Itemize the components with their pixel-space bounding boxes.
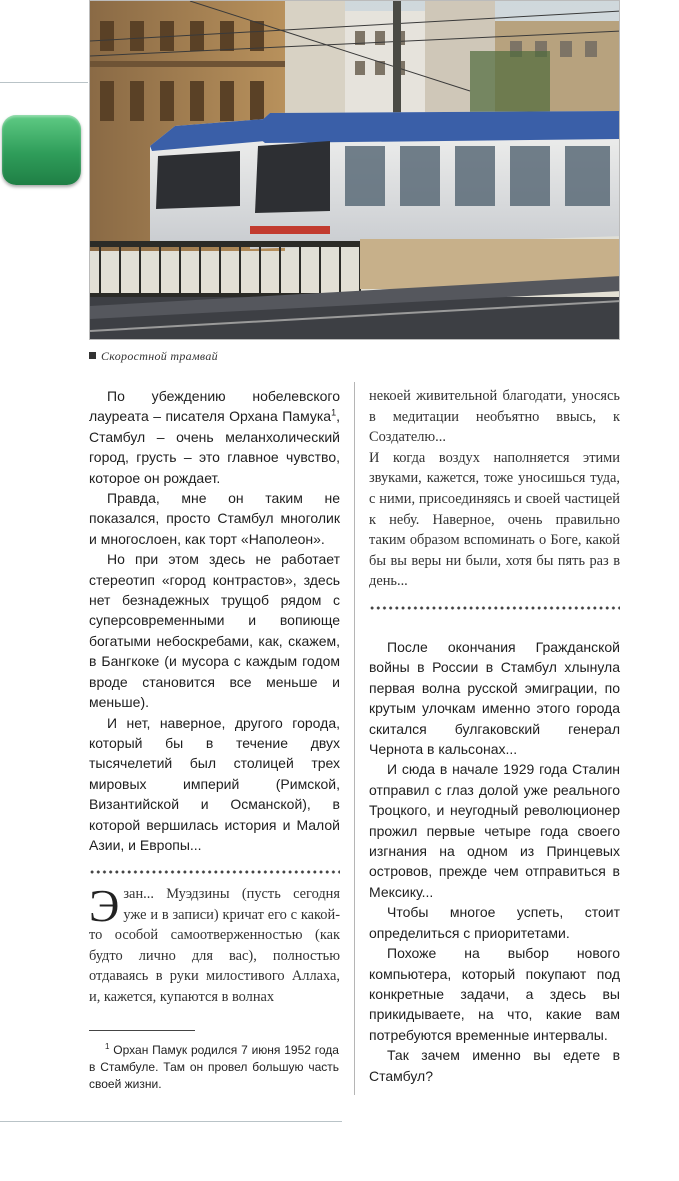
quote-paragraph: некоей живительной благодати, уносясь в медитации необъятно ввысь, к Создателю... [369, 388, 620, 446]
footnote: $^1$ Орхан Памук родился 7 июня 1952 года в Стамбуле. Там он провел большую часть своей жизни. [89, 1042, 339, 1091]
footnote-mark: 1 [331, 407, 337, 418]
dotted-separator [369, 606, 620, 610]
paragraph: Похоже на выбор нового компьютера, который покупают под конкретные задачи, а здесь вы прикидываете, на что, какие вам потребуются временные интервалы. [369, 945, 620, 1043]
footnote-number: 1 [105, 1042, 110, 1051]
quote-paragraph: И когда воздух наполняется этими звуками, кажется, тоже уносишься туда, с ними, присоединяясь и своей частицей к небу. Наверное, очень правильно таким образом вспоминать о Боге, какой бы вы веры ни были, хотя бы пять раз в день... [369, 449, 620, 590]
top-decorative-line [0, 82, 88, 83]
footnote-rule [89, 1030, 195, 1031]
right-quote-continuation [369, 386, 620, 592]
paragraph: Но при этом здесь не работает стереотип «город контрастов», здесь нет безнадежных трущоб рядом с суперсовременными и вопиюще богатыми небоскребами, как, скажем, в Бангкоке (и мусора с каждым годом вроде становится все меньше и меньше). [89, 551, 340, 711]
quote-paragraph: Эзан... Муэдзины (пусть сегодня уже и в записи) кричат его с какой-то особой самоотверженностью (как будто лично для вас), полностью отдаваясь в руки милостивого Аллаха, и, кажется, купаются в волнах [89, 880, 340, 1005]
photo-caption [89, 349, 218, 364]
paragraph: И сюда в начале 1929 года Сталин отправил с глаз долой уже реального Троцкого, и неугодный революционер прожил первые четыре года своего изгнания на одном из Принцевых островов, прежде чем отправиться в Мексику... [369, 761, 620, 900]
left-quote-block [89, 880, 340, 1008]
paragraph: Правда, мне он таким не показался, просто Стамбул многолик и многослоен, как торт «Наполеон». [89, 490, 340, 547]
dotted-separator [89, 870, 340, 874]
bottom-decorative-line [0, 1121, 342, 1122]
paragraph: Чтобы многое успеть, стоит определиться с приоритетами. [369, 904, 620, 941]
left-column-body [89, 386, 340, 855]
paragraph: По убеждению нобелевского лауреата – писателя Орхана Памука$^1$, Стамбул – очень меланхолический город, грусть – это главное чувство, которое он рождает. [89, 388, 340, 486]
caption-square-icon [89, 352, 96, 359]
paragraph: И нет, наверное, другого города, который бы в течение двух тысячелетий был столицей трех мировых империй (Римской, Византийской и Османской), в которой вершилась история и Малой Азии, и Европы... [89, 714, 340, 853]
caption-text: Скоростной трамвай [101, 349, 218, 363]
right-column-body [369, 637, 620, 1086]
drop-cap: Э [89, 880, 120, 931]
paragraph: После окончания Гражданской войны в России в Стамбул хлынула первая волна русской эмиграции, по крутым улочкам именно этого города скитался булгаковский генерал Чернота в кальсонах... [369, 639, 620, 758]
column-divider [354, 382, 355, 1095]
tram-photo [89, 0, 620, 340]
paragraph: Так зачем именно вы едете в Стамбул? [369, 1047, 620, 1084]
green-section-tab [2, 115, 81, 185]
